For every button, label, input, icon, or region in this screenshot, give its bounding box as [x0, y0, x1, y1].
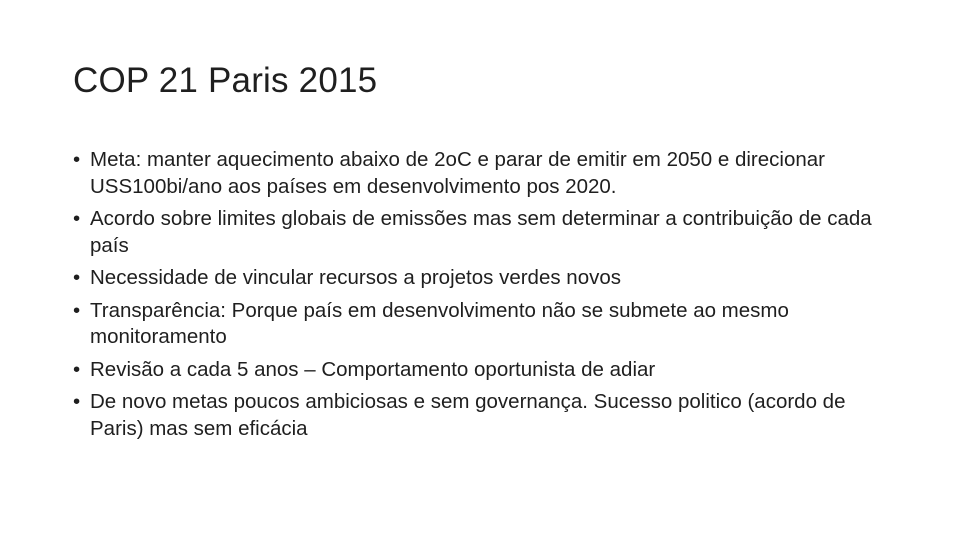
bullet-item: • Necessidade de vincular recursos a projetos verdes novos — [73, 265, 903, 292]
bullet-item: • Meta: manter aquecimento abaixo de 2oC e parar de emitir em 2050 e direcionar USS100bi/ano aos países em desenvolvimento pos 2020. — [73, 147, 903, 200]
bullet-item: • Transparência: Porque país em desenvolvimento não se submete ao mesmo monitoramento — [73, 298, 903, 351]
bullet-item: • Revisão a cada 5 anos – Comportamento oportunista de adiar — [73, 357, 903, 384]
bullet-item: • Acordo sobre limites globais de emissões mas sem determinar a contribuição de cada país — [73, 206, 903, 259]
bullet-item: • De novo metas poucos ambiciosas e sem governança. Sucesso politico (acordo de Paris) mas sem eficácia — [73, 389, 903, 442]
bullet-list — [73, 147, 903, 448]
slide-title: COP 21 Paris 2015 — [73, 61, 378, 100]
